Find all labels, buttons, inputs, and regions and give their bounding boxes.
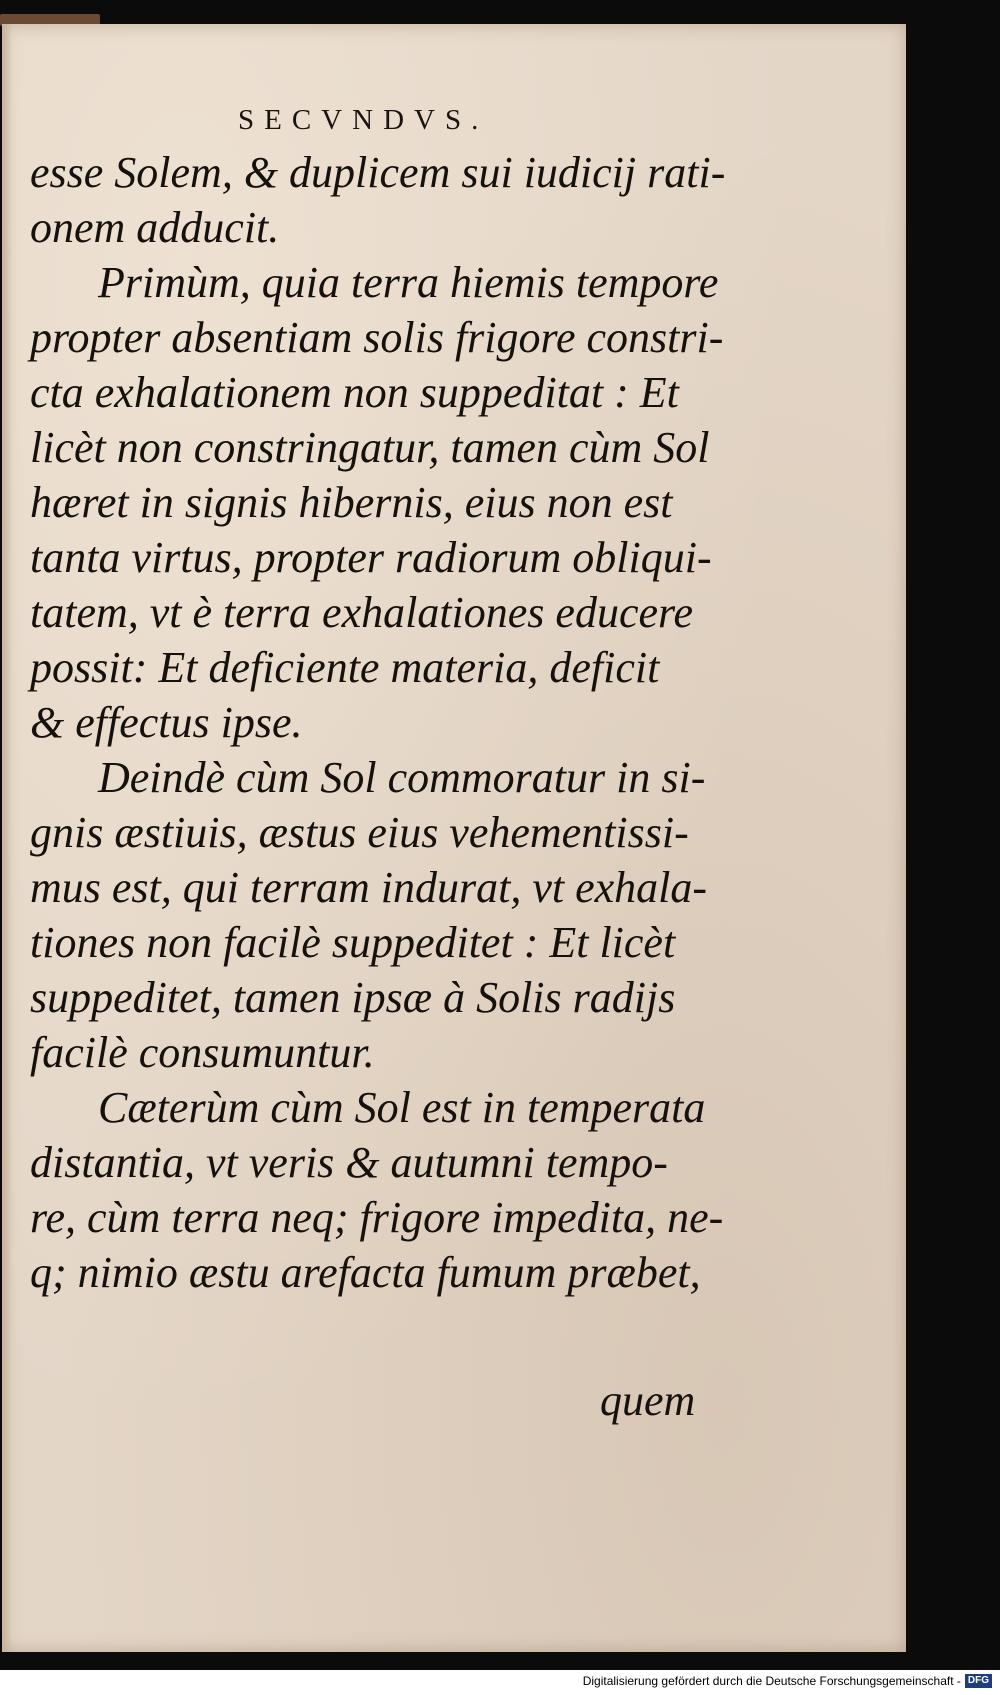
text-line: distantia, vt veris & autumni tempo- (30, 1138, 668, 1187)
page-gutter-shadow (2, 24, 12, 1652)
digitization-credit (583, 1674, 992, 1688)
running-head: SECVNDVS. (238, 104, 489, 136)
text-line: q; nimio æstu arefacta fumum præbet, (30, 1248, 701, 1297)
text-line: tanta virtus, propter radiorum obliqui- (30, 533, 712, 582)
text-line: propter absentiam solis frigore constri- (30, 313, 724, 362)
text-line: & effectus ipse. (30, 698, 303, 747)
text-line: cta exhalationem non suppeditat : Et (30, 368, 679, 417)
text-line: esse Solem, & duplicem sui iudicij rati- (30, 148, 726, 197)
text-line: re, cùm terra neq; frigore impedita, ne- (30, 1193, 724, 1242)
text-line: gnis æstiuis, æstus eius vehementissi- (30, 808, 689, 857)
credit-text: Digitalisierung gefördert durch die Deutsche Forschungsgemeinschaft - (582, 1674, 961, 1688)
paragraph-start-line: Deindè cùm Sol commoratur in si- (98, 753, 706, 802)
text-line: suppeditet, tamen ipsæ à Solis radijs (30, 973, 676, 1022)
text-line: possit: Et deficiente materia, deficit (30, 643, 660, 692)
text-line: licèt non constringatur, tamen cùm Sol (30, 423, 710, 472)
paragraph-start-line: Cæterùm cùm Sol est in temperata (98, 1083, 706, 1132)
paragraph-start-line: Primùm, quia terra hiemis tempore (98, 258, 719, 307)
text-line: onem adducit. (30, 203, 280, 252)
body-text (30, 145, 726, 1300)
dfg-logo: DFG (965, 1674, 992, 1688)
catchword: quem (600, 1376, 696, 1425)
text-line: facilè consumuntur. (30, 1028, 375, 1077)
text-line: tiones non facilè suppeditet : Et licèt (30, 918, 676, 967)
text-line: mus est, qui terram indurat, vt exhala- (30, 863, 708, 912)
text-line: tatem, vt è terra exhalationes educere (30, 588, 694, 637)
text-line: hæret in signis hibernis, eius non est (30, 478, 673, 527)
